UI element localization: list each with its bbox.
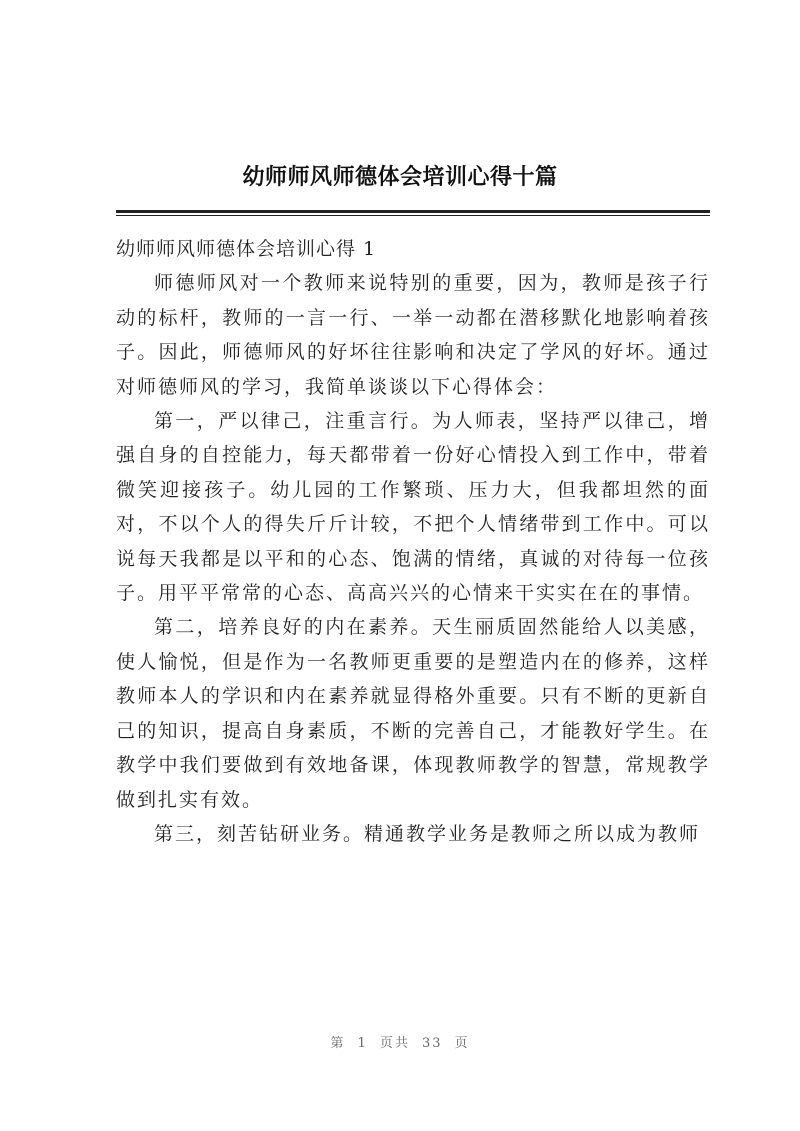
- paragraph-first-point: 第一，严以律己，注重言行。为人师表，坚持严以律己，增强自身的自控能力，每天都带着一份好心情投入到工作中，带着微笑迎接孩子。幼儿园的工作繁琐、压力大，但我都坦然的面对，不以个人的得失斤斤计较，不把个人情绪带到工作中。可以说每天我都是以平和的心态、饱满的情绪，真诚的对待每一位孩子。用平平常常的心态、高高兴兴的心情来干实实在在的事情。: [116, 410, 710, 605]
- document-body: [116, 232, 710, 851]
- paragraph-intro: 师德师风对一个教师来说特别的重要，因为，教师是孩子行动的标杆，教师的一言一行、一举一动都在潜移默化地影响着孩子。因此，师德师风的好坏往往影响和决定了学风的好坏。通过对师德师风的学习，我简单谈谈以下心得体会：: [116, 272, 710, 398]
- page-footer: 第 1 页共 33 页: [330, 1036, 470, 1051]
- title-divider-thin: [116, 215, 710, 216]
- paragraph-second-point: 第二，培养良好的内在素养。天生丽质固然能给人以美感，使人愉悦，但是作为一名教师更重要的是塑造内在的修养，这样教师本人的学识和内在素养就显得格外重要。只有不断的更新自己的知识，提高自身素质，不断的完善自己，才能教好学生。在教学中我们要做到有效地备课，体现教师教学的智慧，常规教学做到扎实有效。: [116, 616, 710, 811]
- section-heading: 幼师师风师德体会培训心得 1: [116, 238, 377, 260]
- document-title: 幼师师风师德体会培训心得十篇: [242, 164, 558, 190]
- paragraph-third-point: 第三，刻苦钻研业务。精通教学业务是教师之所以成为教师: [154, 822, 701, 845]
- title-divider: [116, 210, 710, 213]
